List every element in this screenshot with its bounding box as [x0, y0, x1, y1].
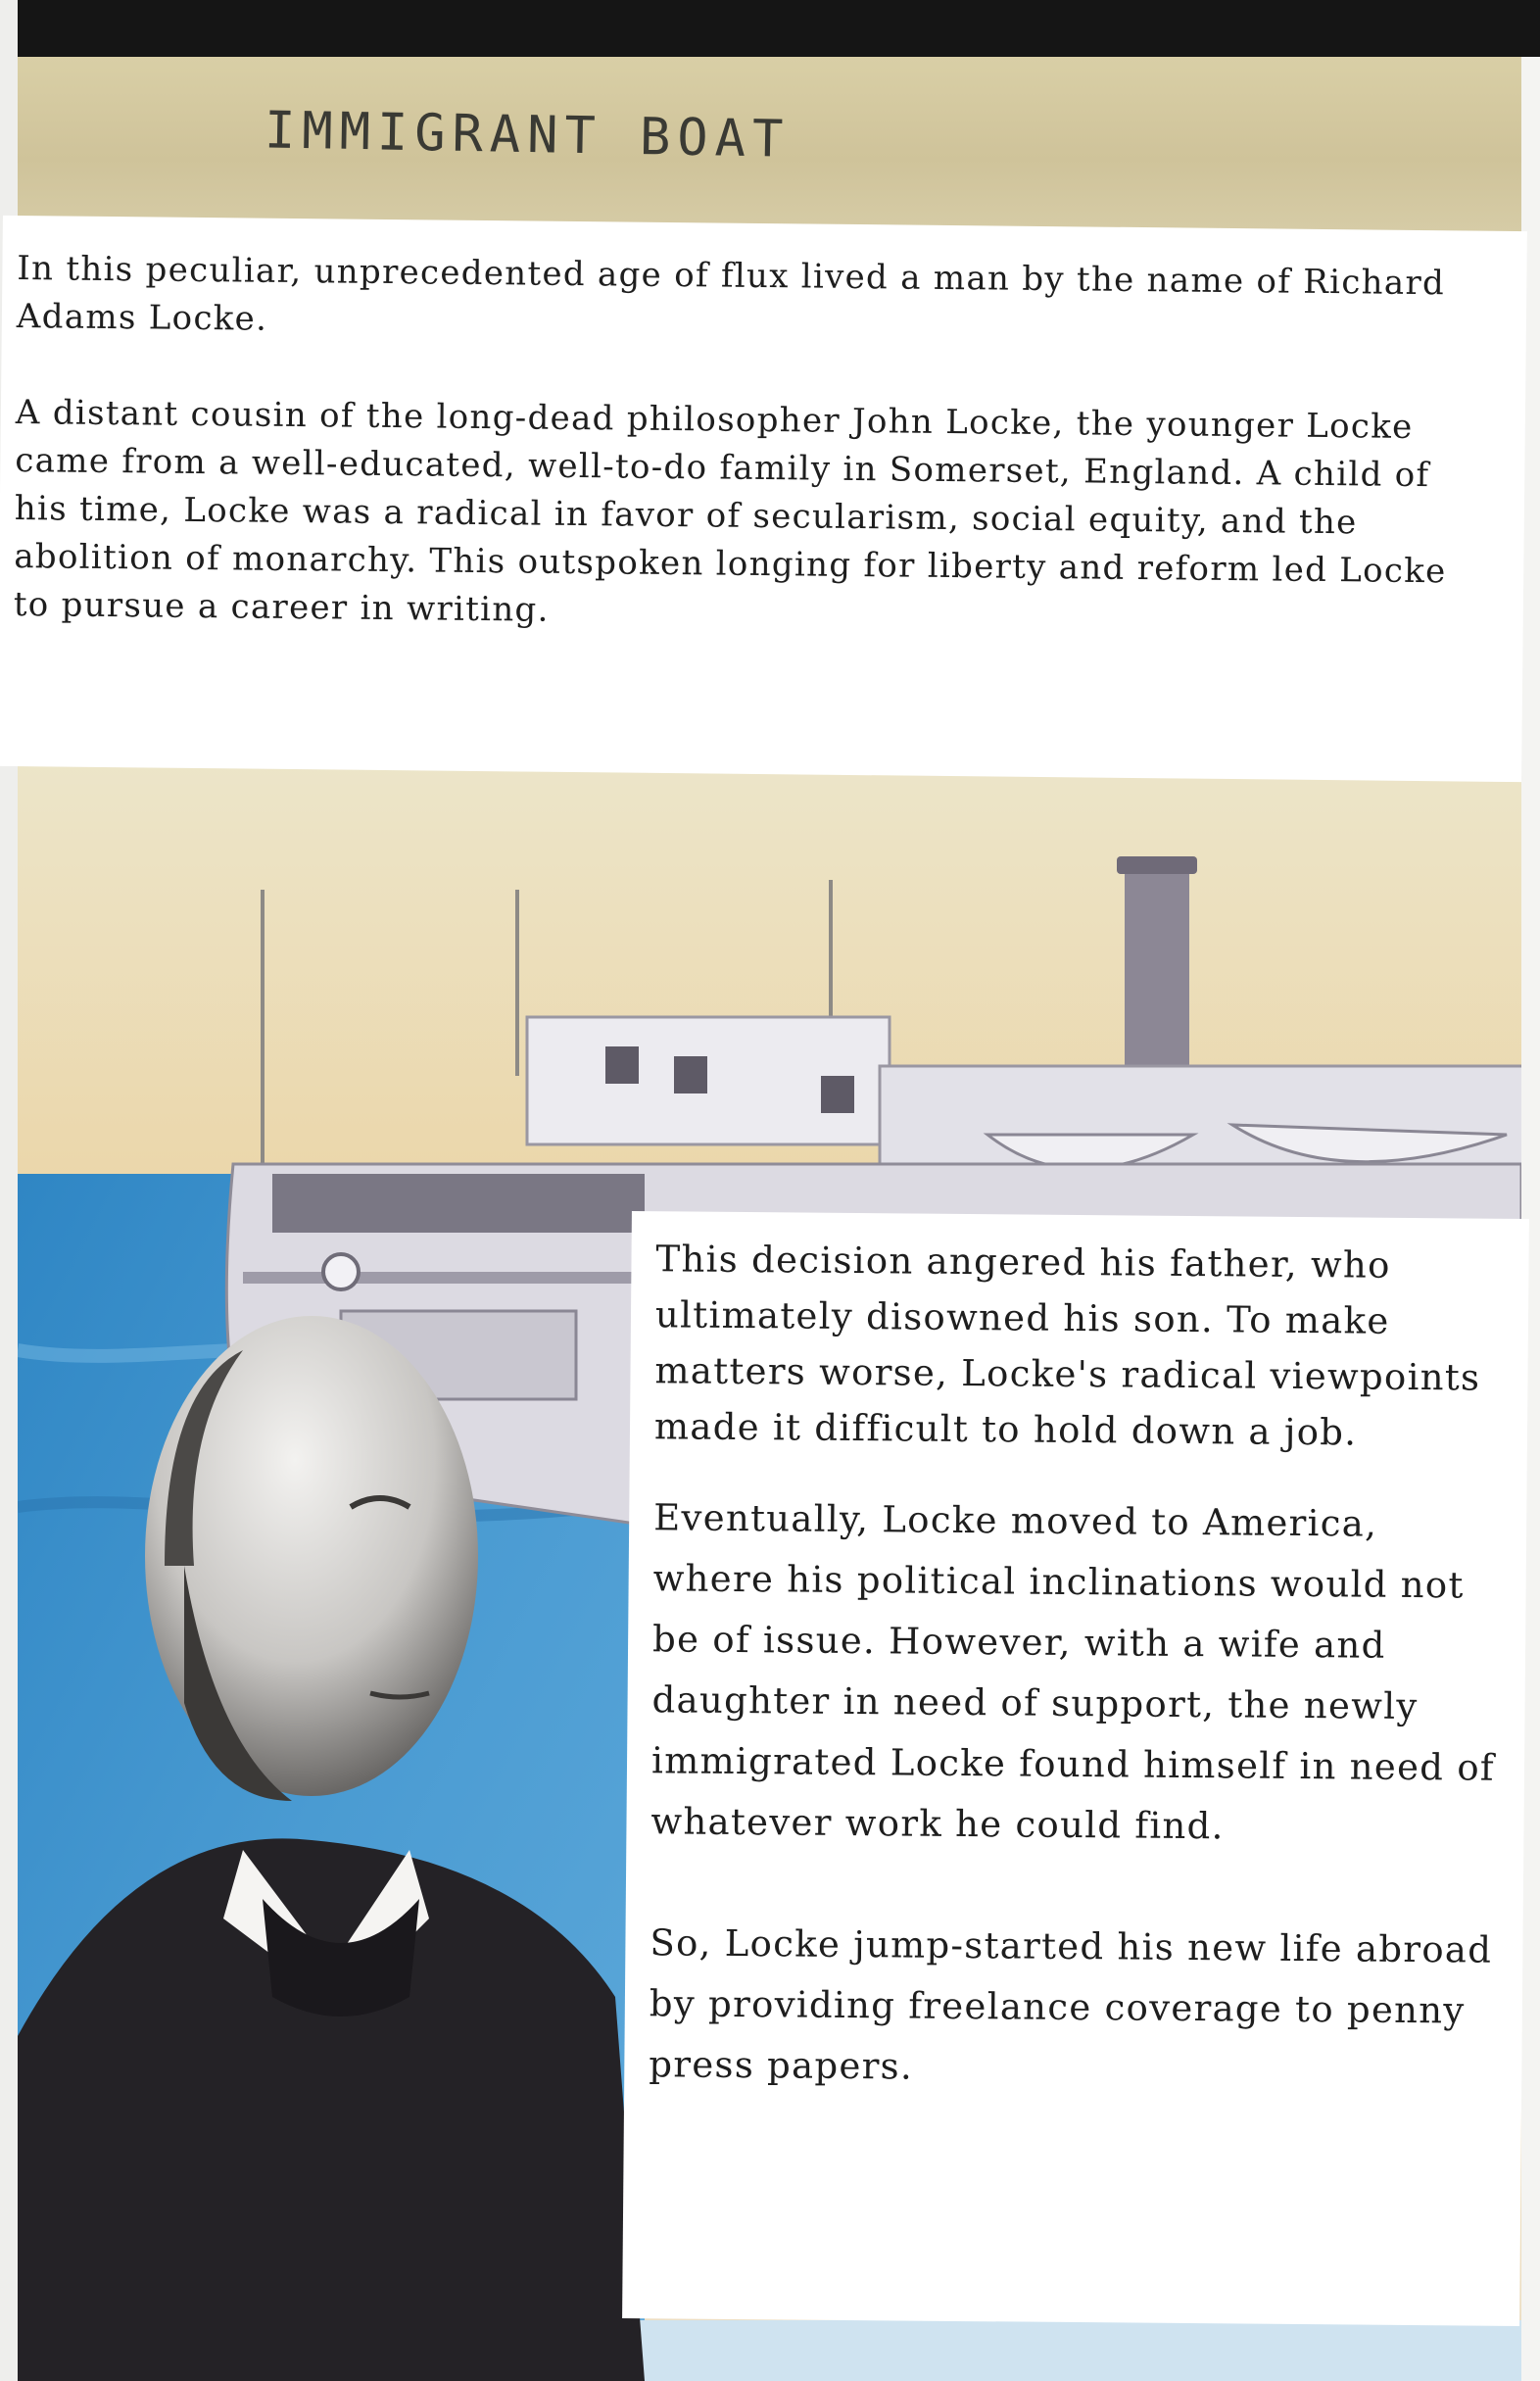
- boat-deck-crowd: [272, 1174, 645, 1233]
- boat-cabin-window: [605, 1046, 639, 1084]
- disowned-paragraph: This decision angered his father, who ultimately disowned his son. To make matters worse, Locke's radical viewpoints made it difficult to hold down a job.: [653, 1238, 1481, 1454]
- sea-lower: [566, 2320, 1521, 2381]
- intro-text-card: [0, 216, 1527, 782]
- boat-porthole: [323, 1254, 359, 1289]
- page-title: IMMIGRANT BOAT: [264, 101, 791, 170]
- boat-cabin-window: [821, 1076, 854, 1113]
- background-paragraph: A distant cousin of the long-dead philosopher John Locke, the younger Locke came from a well-educated, well-to-do family in Somerset, England. A child of his time, Locke was a radical in favor of secularism, social equity, and the abolition of monarchy. This outspoken longing for liberty and reform led Locke to pursue a career in writing.: [13, 393, 1447, 630]
- america-paragraph: Eventually, Locke moved to America, where his political inclinations would not be of issue. However, with a wife and daughter in need of support, the newly immigrated Locke found himself in need of whatever work he could find.: [650, 1496, 1496, 1848]
- penny-press-paragraph: So, Locke jump-started his new life abroad by providing freelance coverage to penny press papers.: [649, 1921, 1493, 2088]
- boat-smokestack-top: [1117, 856, 1197, 874]
- boat-cabin-window: [674, 1056, 707, 1093]
- intro-paragraph: In this peculiar, unprecedented age of flux lived a man by the name of Richard Adams Locke.: [16, 249, 1446, 339]
- story-text-card: [622, 1211, 1529, 2326]
- top-dark-band: [0, 0, 1540, 57]
